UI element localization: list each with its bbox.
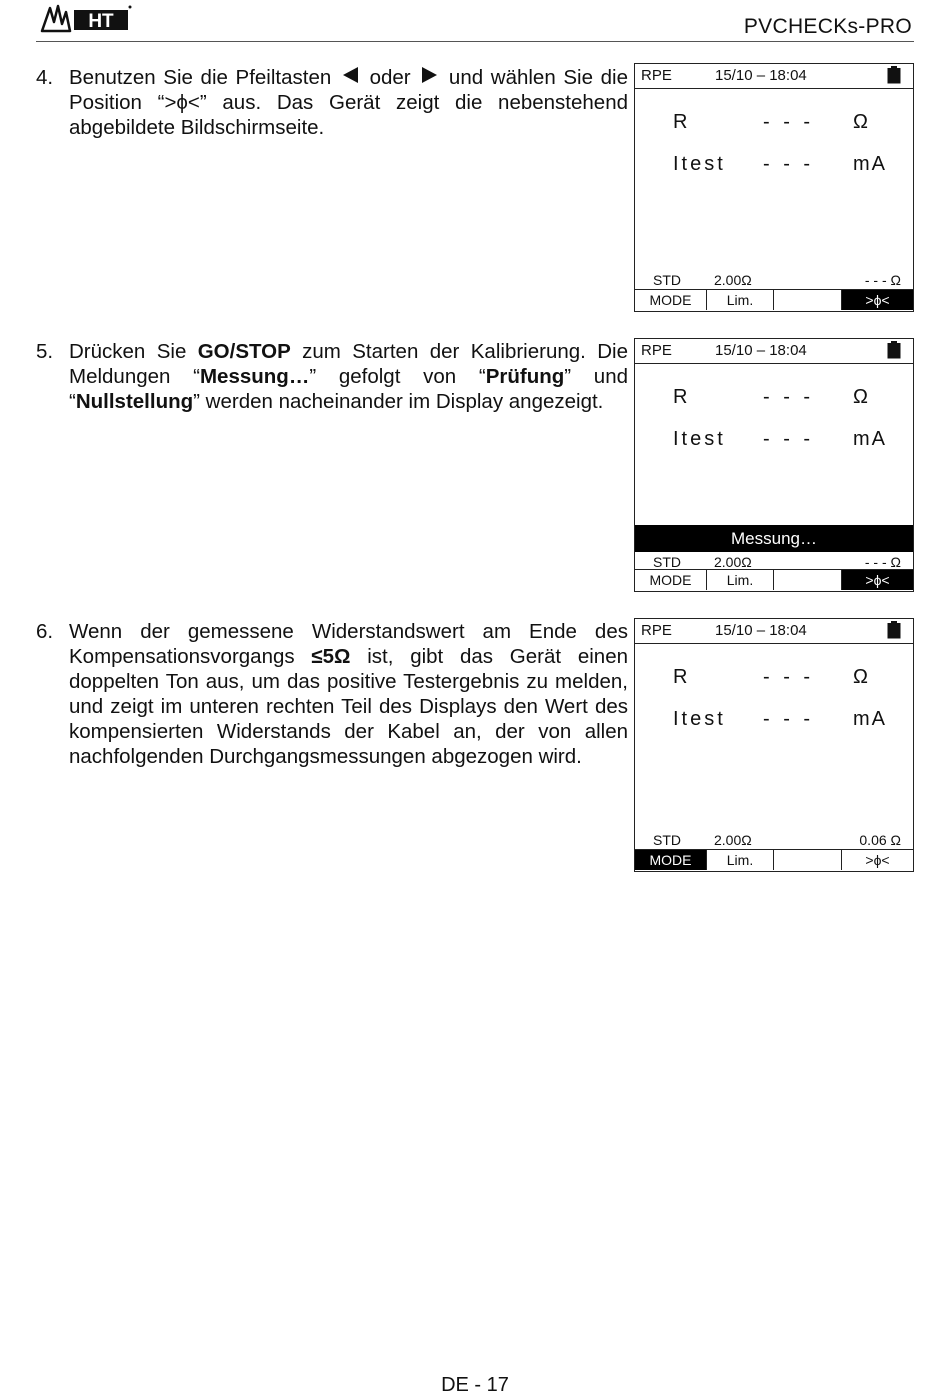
resistance-label: R	[673, 386, 691, 408]
softkey-empty[interactable]	[774, 290, 842, 310]
softkey-bar	[635, 849, 913, 871]
itest-label: Itest	[673, 708, 726, 730]
softkey-mode[interactable]: MODE	[635, 850, 707, 870]
softkey-calibration[interactable]: >ϕ<	[865, 852, 890, 868]
standard-label: STD	[653, 554, 681, 570]
standard-label: STD	[653, 832, 681, 848]
step-text-part: ist, gibt das Gerät einen doppelten Ton aus, um das positive Testergebnis zu melden, und zeigt im unteren rechten Teil des Displays den Wert des kompensierten Widerstands der Kabel an, der von allen nachfolgenden Durchgangsmessungen abgezogen wird.	[69, 645, 628, 768]
softkey-bar	[635, 569, 913, 591]
display-status-bar	[635, 619, 913, 644]
key-go-stop: GO/STOP	[197, 340, 291, 363]
step-number: 4.	[36, 66, 54, 89]
resistance-label: R	[673, 111, 691, 133]
step-4	[36, 65, 628, 140]
compensation-result: - - - Ω	[864, 272, 901, 288]
resistance-value: - - -	[763, 111, 815, 133]
message-nullstellung: Nullstellung	[75, 390, 194, 413]
itest-unit: mA	[853, 428, 887, 450]
logo-text: HT	[88, 11, 114, 32]
resistance-value: - - -	[763, 386, 815, 408]
step-text	[69, 339, 628, 414]
step-text-part: Drücken Sie	[69, 340, 198, 363]
step-text-part: und wählen Sie die Position “>ϕ<” aus. Das Gerät zeigt die nebenstehend abgebildete Bildschirmseite.	[69, 66, 629, 139]
message-messung: Messung…	[199, 365, 310, 388]
display-datetime: 15/10 – 18:04	[715, 67, 807, 84]
model-name: PVCHECKs-PRO	[743, 15, 912, 38]
display-screen-2	[634, 338, 914, 592]
page-header	[36, 0, 914, 42]
threshold-value: ≤5Ω	[311, 645, 351, 668]
limit-value: 2.00Ω	[714, 832, 752, 848]
softkey-lim[interactable]: Lim.	[707, 570, 774, 590]
display-status-bar	[635, 64, 913, 89]
softkey-mode[interactable]: MODE	[635, 570, 707, 590]
step-text-part: ” werden nacheinander im Display angezeigt.	[193, 390, 604, 413]
softkey-bar	[635, 289, 913, 311]
softkey-empty[interactable]	[774, 850, 842, 870]
resistance-unit: Ω	[853, 111, 870, 133]
battery-icon	[887, 66, 901, 84]
display-screen-1	[634, 63, 914, 312]
step-text-part: zum Starten der Kalibrierung. Die Meldungen “	[69, 340, 628, 388]
step-text-part: ” und “	[69, 365, 628, 413]
display-info-row	[635, 270, 913, 290]
itest-value: - - -	[763, 708, 815, 730]
standard-label: STD	[653, 272, 681, 288]
compensation-result: 0.06 Ω	[859, 832, 901, 848]
display-status-bar	[635, 339, 913, 364]
resistance-unit: Ω	[853, 386, 870, 408]
display-mode: RPE	[641, 67, 672, 84]
display-mode: RPE	[641, 622, 672, 639]
ht-logo-graphic	[40, 4, 132, 34]
arrow-right-icon	[422, 67, 437, 83]
step-text-part: Wenn der gemessene Widerstandswert am Ende des Kompensationsvorgangs	[69, 620, 628, 668]
step-5	[36, 339, 628, 414]
itest-label: Itest	[673, 428, 726, 450]
limit-value: 2.00Ω	[714, 272, 752, 288]
softkey-lim[interactable]: Lim.	[707, 290, 774, 310]
itest-label: Itest	[673, 153, 726, 175]
softkey-empty[interactable]	[774, 570, 842, 590]
display-datetime: 15/10 – 18:04	[715, 342, 807, 359]
itest-value: - - -	[763, 153, 815, 175]
arrow-left-icon	[343, 67, 358, 83]
compensation-result: - - - Ω	[864, 554, 901, 570]
softkey-calibration[interactable]: >ϕ<	[842, 570, 913, 590]
resistance-unit: Ω	[853, 666, 870, 688]
step-text-part: Benutzen Sie die Pfeiltasten	[69, 66, 332, 89]
step-6	[36, 619, 628, 769]
itest-unit: mA	[853, 708, 887, 730]
softkey-lim[interactable]: Lim.	[707, 850, 774, 870]
limit-value: 2.00Ω	[714, 554, 752, 570]
step-text	[69, 619, 628, 769]
step-number: 5.	[36, 340, 54, 363]
softkey-mode[interactable]: MODE	[635, 290, 707, 310]
resistance-value: - - -	[763, 666, 815, 688]
step-number: 6.	[36, 620, 54, 643]
display-datetime: 15/10 – 18:04	[715, 622, 807, 639]
display-mode: RPE	[641, 342, 672, 359]
resistance-label: R	[673, 666, 691, 688]
itest-unit: mA	[853, 153, 887, 175]
ht-logo	[40, 4, 132, 34]
battery-icon	[887, 341, 901, 359]
message-pruefung: Prüfung	[485, 365, 565, 388]
page-number: DE - 17	[441, 1374, 509, 1396]
itest-value: - - -	[763, 428, 815, 450]
softkey-calibration[interactable]: >ϕ<	[842, 290, 913, 310]
step-text-part: ” gefolgt von “	[309, 365, 486, 388]
step-text-part: oder	[369, 66, 411, 89]
battery-icon	[887, 621, 901, 639]
display-info-row	[635, 830, 913, 850]
step-text	[69, 65, 628, 140]
display-screen-3	[634, 618, 914, 872]
status-message-bar: Messung…	[635, 525, 913, 552]
